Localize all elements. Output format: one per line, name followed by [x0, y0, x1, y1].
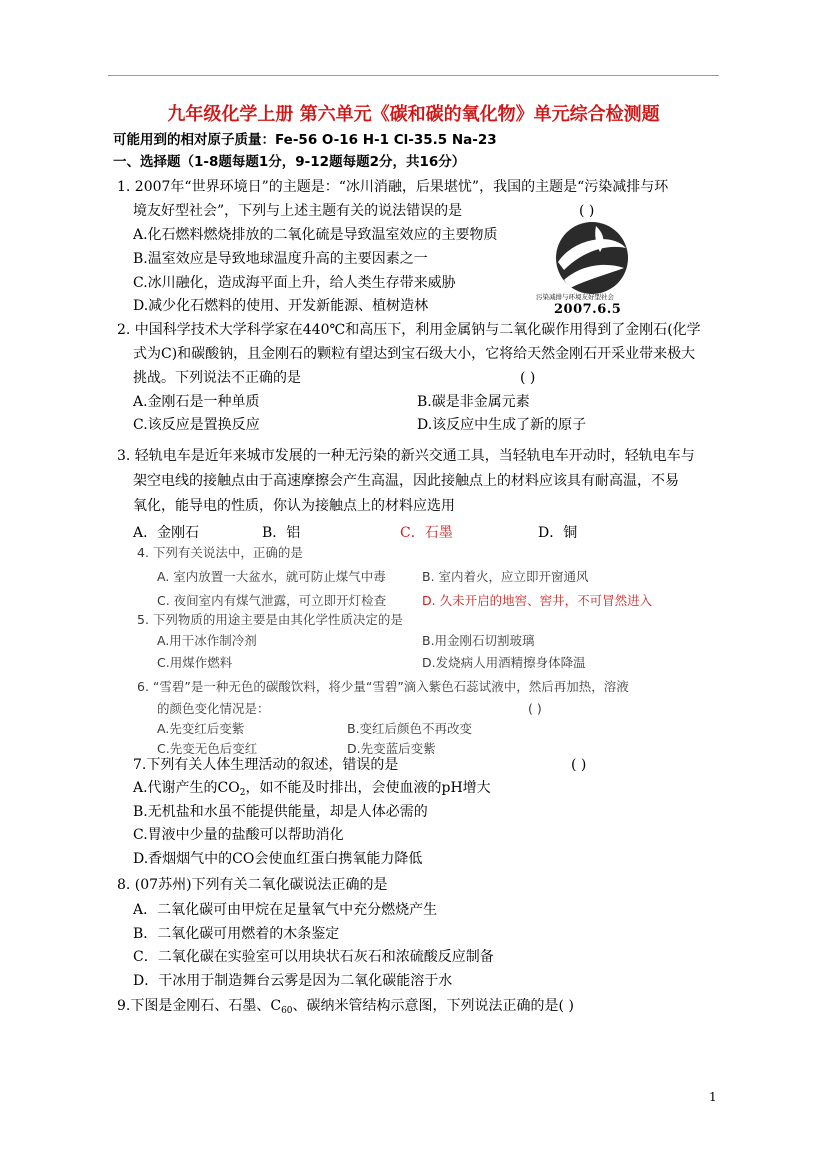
- q5-option-c: C.用煤作燃料: [157, 655, 233, 670]
- q6-option-d: D.先变蓝后变紫: [347, 741, 436, 756]
- q7-option-a-subscript: 2: [239, 788, 246, 798]
- q4-stem: 4. 下列有关说法中，正确的是: [137, 545, 303, 560]
- q7-option-b: B.无机盐和水虽不能提供能量，却是人体必需的: [133, 804, 428, 820]
- logo-caption: 污染减排与环境友好型社会: [536, 293, 614, 301]
- q6-option-b: B.变红后颜色不再改变: [347, 721, 473, 736]
- q2-stem-line2: 式为C)和碳酸钠，且金刚石的颗粒有望达到宝石级大小，它将给天然金刚石开采业带来极大: [133, 346, 696, 362]
- q6-stem-line2: 的颜色变化情况是：: [157, 701, 270, 716]
- q3-option-c: C．石墨: [400, 525, 453, 541]
- q9-stem: [117, 997, 574, 1020]
- q2-option-a: A.金刚石是一种单质: [133, 394, 260, 410]
- q9-stem-text-end: 、碳纳米管结构示意图，下列说法正确的是( ): [292, 998, 574, 1014]
- q3-stem-line3: 氧化，能导电的性质，你认为接触点上的材料应选用: [133, 498, 455, 514]
- q9-subscript: 60: [281, 1006, 293, 1016]
- page-number: 1: [709, 1090, 717, 1104]
- q1-option-d: D.减少化石燃料的使用、开发新能源、植树造林: [133, 298, 429, 314]
- q9-stem-text: 9.下图是金刚石、石墨、C: [117, 998, 282, 1014]
- q2-option-b: B.碳是非金属元素: [417, 394, 530, 410]
- q3-option-a: A．金刚石: [133, 525, 200, 541]
- q5-option-b: B.用金刚石切割玻璃: [422, 633, 535, 648]
- section-heading: 一、选择题（1-8题每题1分，9-12题每题2分，共16分）: [113, 154, 466, 170]
- q7-option-a-text-end: ，如不能及时排出，会使血液的pH增大: [245, 780, 491, 796]
- q2-answer-paren: ( ): [520, 370, 536, 386]
- q2-stem-line3: 挑战。下列说法不正确的是: [133, 370, 301, 386]
- q1-option-c: C.冰川融化，造成海平面上升，给人类生存带来威胁: [133, 275, 456, 291]
- q8-option-c: C．二氧化碳在实验室可以用块状石灰石和浓硫酸反应制备: [133, 949, 494, 965]
- logo-date: 2007.6.5: [554, 302, 622, 317]
- q7-option-d: D.香烟烟气中的CO会使血红蛋白携氧能力降低: [133, 851, 423, 867]
- q6-option-c: C.先变无色后变红: [157, 741, 258, 756]
- q5-option-d: D.发烧病人用酒精擦身体降温: [422, 655, 586, 670]
- q1-stem-line2: 境友好型社会”，下列与上述主题有关的说法错误的是: [133, 203, 463, 219]
- q1-option-b: B.温室效应是导致地球温度升高的主要因素之一: [133, 251, 428, 267]
- q1-answer-paren: ( ): [579, 203, 595, 219]
- q6-stem-line1: 6. “雪碧”是一种无色的碳酸饮料，将少量“雪碧”滴入紫色石蕊试液中，然后再加热，溶液: [137, 679, 629, 694]
- page-title: 九年级化学上册 第六单元《碳和碳的氧化物》单元综合检测题: [167, 104, 660, 125]
- q4-option-d: D. 久未开启的地窖、窖井，不可冒然进入: [422, 593, 653, 608]
- q2-option-c: C.该反应是置换反应: [133, 417, 260, 433]
- q7-option-a-text: A.代谢产生的CO: [133, 780, 240, 796]
- q6-answer-paren: ( ): [528, 701, 542, 716]
- q2-stem-line1: 2. 中国科学技术大学科学家在440℃和高压下，利用金属钠与二氧化碳作用得到了金刚石(化学: [117, 322, 701, 338]
- q3-stem-line1: 3. 轻轨电车是近年来城市发展的一种无污染的新兴交通工具，当轻轨电车开动时，轻轨电车与: [117, 448, 695, 464]
- q2-option-d: D.该反应中生成了新的原子: [417, 417, 587, 433]
- atomic-mass-line: 可能用到的相对原子质量：Fe-56 O-16 H-1 Cl-35.5 Na-23: [113, 132, 497, 148]
- q5-stem: 5. 下列物质的用途主要是由其化学性质决定的是: [137, 612, 403, 627]
- header-rule: [108, 75, 719, 76]
- q1-stem-line1: 1. 2007年“世界环境日”的主题是：“冰川消融，后果堪忧”，我国的主题是“污染减排与环: [117, 179, 669, 195]
- q3-stem-line2: 架空电线的接触点由于高速摩擦会产生高温，因此接触点上的材料应该具有耐高温，不易: [133, 473, 679, 489]
- q8-option-a: A．二氧化碳可由甲烷在足量氧气中充分燃烧产生: [133, 902, 438, 918]
- environment-day-logo: [534, 218, 674, 328]
- q7-answer-paren: ( ): [571, 757, 587, 773]
- q8-option-b: B．二氧化碳可用燃着的木条鉴定: [133, 926, 340, 942]
- q1-option-a: A.化石燃料燃烧排放的二氧化硫是导致温室效应的主要物质: [133, 227, 498, 243]
- q3-option-d: D．铜: [538, 525, 578, 541]
- q6-option-a: A.先变红后变紫: [157, 721, 245, 736]
- q4-option-b: B. 室内着火，应立即开窗通风: [422, 569, 589, 584]
- q8-option-d: D．干冰用于制造舞台云雾是因为二氧化碳能溶于水: [133, 973, 453, 989]
- q7-option-a: [133, 779, 491, 802]
- q4-option-a: A. 室内放置一大盆水，就可防止煤气中毒: [157, 569, 386, 584]
- q4-option-c: C. 夜间室内有煤气泄露，可立即开灯检查: [157, 593, 387, 608]
- q7-option-c: C.胃液中少量的盐酸可以帮助消化: [133, 827, 344, 843]
- q8-stem: 8. (07苏州)下列有关二氧化碳说法正确的是: [117, 877, 388, 893]
- q5-option-a: A.用干冰作制冷剂: [157, 633, 257, 648]
- q7-stem: 7.下列有关人体生理活动的叙述，错误的是: [133, 757, 399, 773]
- q3-option-b: B．铝: [262, 525, 301, 541]
